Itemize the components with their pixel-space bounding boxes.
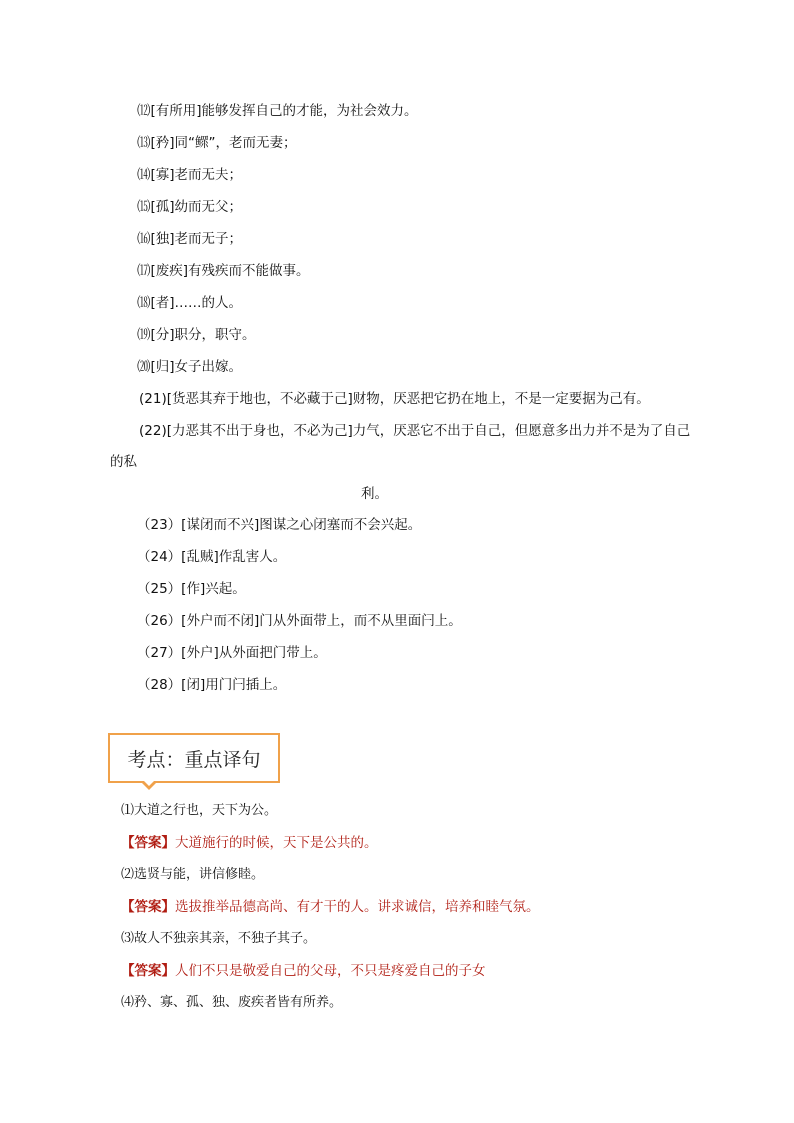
callout-pointer-fill [143,780,155,786]
note-25: （25）[作]兴起。 [137,581,246,597]
note-22-end: 利。 [361,486,388,502]
note-21: (21)[货恶其弃于地也，不必藏于己]财物，厌恶把它扔在地上，不是一定要据为己有。 [139,391,650,407]
sentence-2: ⑵选贤与能，讲信修睦。 [121,867,265,882]
note-23: （23）[谋闭而不兴]图谋之心闭塞而不会兴起。 [137,517,422,533]
note-22-continuation: 的私 [110,454,137,470]
note-20: ⒇[归]女子出嫁。 [137,359,243,375]
note-28: （28）[闭]用门闩插上。 [137,677,287,693]
answer-tag: 【答案】 [121,963,175,979]
answer-3 [121,962,486,980]
answer-text: 选拔推举品德高尚、有才干的人。讲求诚信，培养和睦气氛。 [175,899,540,915]
note-13: ⒀[矜]同“鳏”，老而无妻； [137,135,297,151]
section-title: 考点：重点译句 [127,748,261,771]
answer-text: 大道施行的时候，天下是公共的。 [175,835,378,851]
note-22: (22)[力恶其不出于身也，不必为己]力气，厌恶它不出于自己，但愿意多出力并不是为了自己 [139,423,691,439]
note-15: ⒂[孤]幼而无父； [137,199,243,215]
answer-tag: 【答案】 [121,835,175,851]
note-18: ⒅[者]……的人。 [137,295,243,311]
note-14: ⒁[寡]老而无夫； [137,167,243,183]
answer-tag: 【答案】 [121,899,175,915]
note-16: ⒃[独]老而无子； [137,231,243,247]
answer-2 [121,898,540,916]
section-callout [108,733,280,783]
answer-text: 人们不只是敬爱自己的父母，不只是疼爱自己的子女 [175,963,486,979]
note-24: （24）[乱贼]作乱害人。 [137,549,287,565]
sentence-3: ⑶故人不独亲其亲，不独子其子。 [121,931,317,946]
note-19: ⒆[分]职分，职守。 [137,327,256,343]
sentence-4: ⑷矜、寡、孤、独、废疾者皆有所养。 [121,995,343,1010]
note-26: （26）[外户而不闭]门从外面带上，而不从里面闩上。 [137,613,462,629]
note-27: （27）[外户]从外面把门带上。 [137,645,327,661]
note-17: ⒄[废疾]有残疾而不能做事。 [137,263,310,279]
answer-1 [121,834,378,852]
sentence-1: ⑴大道之行也，天下为公。 [121,803,278,818]
note-12: ⑿[有所用]能够发挥自己的才能，为社会效力。 [137,103,418,119]
